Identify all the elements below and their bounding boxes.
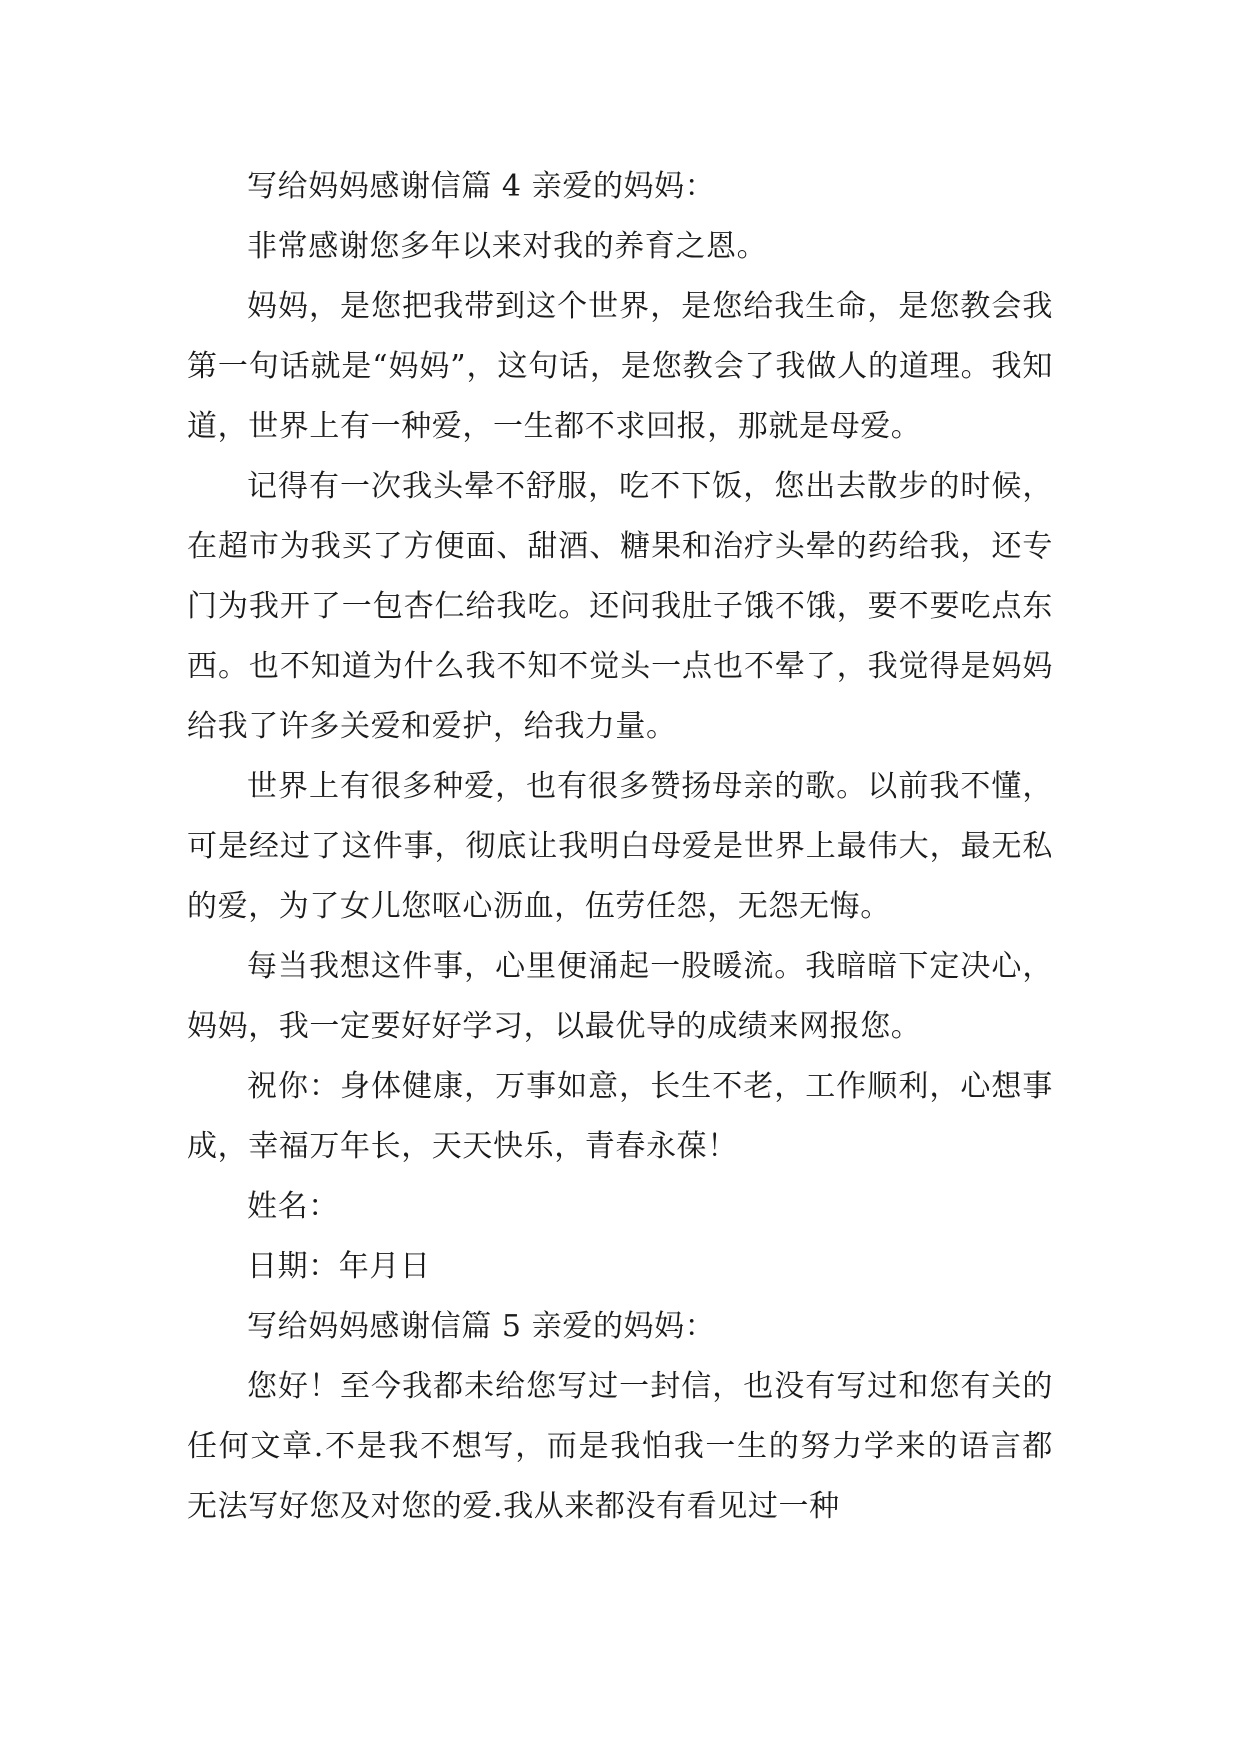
- paragraph-memory: 记得有一次我头晕不舒服，吃不下饭，您出去散步的时候，在超市为我买了方便面、甜酒、糖果和治疗头晕的药给我，还专门为我开了一包杏仁给我吃。还问我肚子饿不饿，要不要吃点东西。也不知道为什么我不知不觉头一点也不晕了，我觉得是妈妈给我了许多关爱和爱护，给我力量。: [187, 469, 1053, 744]
- paragraph-letter-5-opening: 您好！至今我都未给您写过一封信，也没有写过和您有关的任何文章.不是我不想写，而是我怕我一生的努力学来的语言都无法写好您及对您的爱.我从来都没有看见过一种: [187, 1369, 1053, 1524]
- paragraph-determination: 每当我想这件事，心里便涌起一股暖流。我暗暗下定决心，妈妈，我一定要好好学习，以最优导的成绩来网报您。: [187, 949, 1053, 1044]
- paragraph-thanks: 非常感谢您多年以来对我的养育之恩。: [247, 229, 768, 264]
- letter-4-heading: 写给妈妈感谢信篇 4 亲爱的妈妈：: [247, 169, 716, 204]
- document-body: [187, 157, 1053, 1537]
- signature-date: 日期：年月日: [247, 1249, 431, 1284]
- paragraph-mother-love: 妈妈，是您把我带到这个世界，是您给我生命，是您教会我第一句话就是“妈妈”，这句话，是您教会了我做人的道理。我知道，世界上有一种爱，一生都不求回报，那就是母爱。: [187, 289, 1053, 444]
- paragraph-greatest-love: 世界上有很多种爱，也有很多赞扬母亲的歌。以前我不懂，可是经过了这件事，彻底让我明白母爱是世界上最伟大，最无私的爱，为了女儿您呕心沥血，伍劳任怨，无怨无悔。: [187, 769, 1053, 924]
- paragraph-wishes: 祝你：身体健康，万事如意，长生不老，工作顺利，心想事成，幸福万年长，天天快乐，青春永葆！: [187, 1069, 1053, 1164]
- letter-5-heading: 写给妈妈感谢信篇 5 亲爱的妈妈：: [247, 1309, 716, 1344]
- signature-name: 姓名：: [247, 1189, 339, 1224]
